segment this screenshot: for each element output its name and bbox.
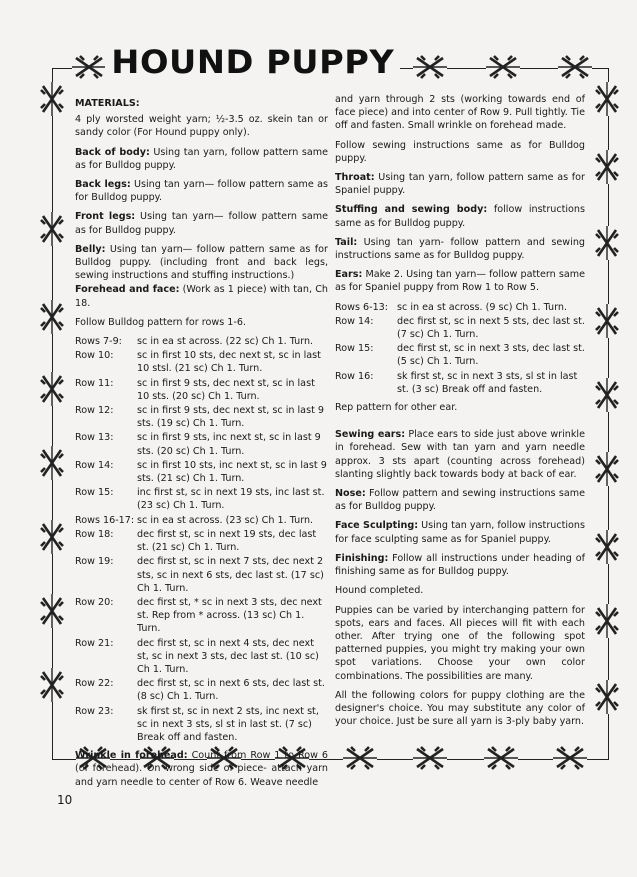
row-text: sk first st, sc in next 2 sts, inc next st, sc in next 3 sts, sl st in last st. (7 sc) Break off and fasten. <box>137 705 319 743</box>
forehead-label: Forehead and face: <box>75 284 180 296</box>
ears-paragraph <box>335 268 585 294</box>
row-label: Row 20: <box>75 596 114 608</box>
follow-sewing-text: Follow sewing instructions same as for Bulldog puppy. <box>335 139 585 164</box>
nose-label: Nose: <box>335 488 366 500</box>
nose-paragraph <box>335 487 585 513</box>
stitch-cross-icon <box>72 54 106 80</box>
wrinkle-text: Count from Row 1 to Row 6 (of forehead). On wrong side of piece- attach yarn and yarn needle to center of Row 6. Weave needle <box>75 750 328 788</box>
front-legs-label: Front legs: <box>75 211 136 223</box>
materials-text: 4 ply worsted weight yarn; ½-3.5 oz. skein tan or sandy color (For Hound puppy only). <box>75 114 328 139</box>
row-label: Row 23: <box>75 705 114 717</box>
stuffing-paragraph <box>335 203 585 229</box>
rep-text: Rep pattern for other ear. <box>335 402 458 414</box>
row-label: Row 13: <box>75 432 114 444</box>
instruction-row <box>75 486 328 512</box>
instruction-row <box>335 370 585 396</box>
row-text: sc in ea st across. (22 sc) Ch 1. Turn. <box>137 336 314 348</box>
stitch-cross-icon <box>39 82 65 116</box>
page-number: 10 <box>57 793 73 807</box>
tail-label: Tail: <box>335 236 358 248</box>
stitch-cross-icon <box>39 520 65 554</box>
stitch-cross-icon <box>594 226 620 260</box>
row-text: dec first st, sc in next 5 sts, dec last st. (7 sc) Ch 1. Turn. <box>397 315 585 341</box>
tail-text: Using tan yarn- follow pattern and sewing instructions same as for Bulldog puppy. <box>335 236 585 262</box>
row-text: sc in first 9 sts, inc next st, sc in last 9 sts. (20 sc) Ch 1. Turn. <box>137 432 321 457</box>
row-label: Rows 16-17: <box>75 514 135 526</box>
instruction-row <box>75 705 328 745</box>
stitch-cross-icon <box>594 680 620 714</box>
instruction-row <box>335 342 585 368</box>
stitch-cross-icon <box>413 745 447 771</box>
back-of-body-label: Back of body: <box>75 146 150 158</box>
row-text: dec first st, sc in next 7 sts, dec next 2 sts, sc in next 6 sts, dec last st. (17 sc) Ch 1. Turn. <box>137 556 324 594</box>
stitch-cross-icon <box>594 82 620 116</box>
instruction-row <box>75 596 328 636</box>
row-text: inc first st, sc in next 19 sts, inc last st. (23 sc) Ch 1. Turn. <box>137 487 325 512</box>
row-text: dec first st, sc in next 6 sts, dec last st. (8 sc) Ch 1. Turn. <box>137 678 325 703</box>
stitch-cross-icon <box>486 54 520 80</box>
instruction-row <box>75 404 328 430</box>
row-text: sc in first 10 sts, dec next st, sc in last 10 stsl. (21 sc) Ch 1. Turn. <box>137 350 321 375</box>
row-text: sc in ea st across. (23 sc) Ch 1. Turn. <box>137 514 314 526</box>
varied-text: Puppies can be varied by interchanging pattern for spots, ears and faces. All pieces will fit with each other. After trying one of the following spot patterned puppies, you might try making your own spot variations. Choose your own color combinations. The possibilities are many. <box>335 604 585 682</box>
left-column <box>75 97 328 795</box>
row-label: Row 10: <box>75 350 114 362</box>
stitch-cross-icon <box>343 745 377 771</box>
row-text: sc in first 10 sts, inc next st, sc in last 9 sts. (21 sc) Ch 1. Turn. <box>137 459 327 485</box>
sewing-ears-paragraph <box>335 428 585 481</box>
stitch-cross-icon <box>484 745 518 771</box>
instruction-row <box>75 677 328 703</box>
belly-label: Belly: <box>75 243 106 255</box>
instruction-row <box>75 377 328 403</box>
instruction-row <box>335 315 585 341</box>
ears-text: Make 2. Using tan yarn— follow pattern same as for Spaniel puppy from Row 1 to Row 5. <box>335 269 585 294</box>
ears-label: Ears: <box>335 269 363 281</box>
row-label: Rows 7-9: <box>75 336 122 348</box>
back-legs-text: Using tan yarn— follow pattern same as for Bulldog puppy. <box>75 179 328 204</box>
instruction-row <box>75 335 328 348</box>
nose-text: Follow pattern and sewing instructions same as for Bulldog puppy. <box>335 488 585 513</box>
row-label: Row 15: <box>335 343 374 355</box>
belly-paragraph <box>75 243 328 283</box>
row-text: sc in ea st across. (9 sc) Ch 1. Turn. <box>397 301 567 313</box>
row-label: Row 21: <box>75 637 114 649</box>
instruction-row <box>75 637 328 677</box>
row-label: Row 14: <box>75 459 114 471</box>
face-sculpting-text: Using tan yarn, follow instructions for face sculpting same as for Spaniel puppy. <box>335 520 585 545</box>
instruction-row <box>75 349 328 375</box>
stitch-cross-icon <box>39 594 65 628</box>
throat-paragraph <box>335 171 585 197</box>
instruction-row <box>75 431 328 457</box>
wrinkle-paragraph <box>75 749 328 789</box>
forehead-rows-list <box>75 335 328 744</box>
stitch-cross-icon <box>39 300 65 334</box>
sewing-ears-text: Place ears to side just above wrinkle in forehead. Sew with tan yarn and yarn needle approx. 3 sts apart (counting across forehead) slanting slightly back towards body at back of ear. <box>335 429 585 480</box>
instruction-row <box>75 514 328 527</box>
stitch-cross-icon <box>39 212 65 246</box>
stitch-cross-icon <box>553 745 587 771</box>
back-of-body-text: Using tan yarn, follow pattern same as for Bulldog puppy. <box>75 146 328 171</box>
stitch-cross-icon <box>594 378 620 412</box>
wrinkle-label: Wrinkle in forehead: <box>75 750 188 762</box>
row-text: sc in first 9 sts, dec next st, sc in last 10 sts. (20 sc) Ch 1. Turn. <box>137 377 315 402</box>
row-label: Row 16: <box>335 370 374 382</box>
forehead-paragraph <box>75 283 328 309</box>
row-label: Row 14: <box>335 315 374 327</box>
stitch-cross-icon <box>39 446 65 480</box>
stitch-cross-icon <box>39 372 65 406</box>
hound-completed-text: Hound completed. <box>335 585 424 597</box>
stitch-cross-icon <box>594 604 620 638</box>
tail-paragraph <box>335 236 585 262</box>
stitch-cross-icon <box>594 304 620 338</box>
row-label: Rows 6-13: <box>335 301 389 313</box>
row-label: Row 19: <box>75 556 114 568</box>
row-text: dec first st, sc in next 19 sts, dec last st. (21 sc) Ch 1. Turn. <box>137 528 317 554</box>
finishing-text: Follow all instructions under heading of finishing same as for Bulldog puppy. <box>335 552 585 578</box>
row-text: sc in first 9 sts, dec next st, sc in last 9 sts. (19 sc) Ch 1. Turn. <box>137 405 324 430</box>
face-sculpting-paragraph <box>335 519 585 545</box>
back-of-body-paragraph <box>75 146 328 172</box>
finishing-paragraph <box>335 552 585 578</box>
row-label: Row 11: <box>75 377 114 389</box>
front-legs-paragraph <box>75 210 328 236</box>
continued-text: and yarn through 2 sts (working towards end of face piece) and into center of Row 9. Pull tightly. Tie off and fasten. Small wrinkle on forehead made. <box>335 94 585 132</box>
throat-text: Using tan yarn, follow pattern same as for Spaniel puppy. <box>335 172 585 197</box>
finishing-label: Finishing: <box>335 552 389 564</box>
row-label: Row 22: <box>75 678 114 690</box>
back-legs-label: Back legs: <box>75 179 131 191</box>
stuffing-label: Stuffing and sewing body: <box>335 204 488 216</box>
row-label: Row 15: <box>75 487 114 499</box>
back-legs-paragraph <box>75 178 328 204</box>
instruction-row <box>335 301 585 314</box>
row-text: dec first st, * sc in next 3 sts, dec next st. Rep from * across. (13 sc) Ch 1. Turn. <box>137 596 322 635</box>
row-text: sk first st, sc in next 3 sts, sl st in last st. (3 sc) Break off and fasten. <box>397 370 578 395</box>
belly-text: Using tan yarn— follow pattern same as for Bulldog puppy. (including front and back legs, sewing instructions and stuffing instructions.) <box>75 243 328 282</box>
instruction-row <box>75 528 328 554</box>
row-label: Row 12: <box>75 405 114 417</box>
colors-text: All the following colors for puppy clothing are the designer's choice. You may substitute any color of your choice. Just be sure all yarn is 3-ply baby yarn. <box>335 689 585 728</box>
stuffing-text: follow instructions same as for Bulldog puppy. <box>335 204 585 229</box>
right-column <box>335 93 585 734</box>
ear-rows-list <box>335 301 585 396</box>
row-label: Row 18: <box>75 528 114 540</box>
stitch-cross-icon <box>594 530 620 564</box>
stitch-cross-icon <box>594 452 620 486</box>
stitch-cross-icon <box>594 150 620 184</box>
stitch-cross-icon <box>413 54 447 80</box>
row-text: dec first st, sc in next 3 sts, dec last st. (5 sc) Ch 1. Turn. <box>397 343 585 368</box>
materials-heading: MATERIALS: <box>75 98 140 109</box>
stitch-cross-icon <box>558 54 592 80</box>
row-text: dec first st, sc in next 4 sts, dec next st, sc in next 3 sts, dec last st. (10 sc) Ch 1. Turn. <box>137 637 319 675</box>
instruction-row <box>75 459 328 485</box>
throat-label: Throat: <box>335 172 375 184</box>
sewing-ears-label: Sewing ears: <box>335 429 406 441</box>
instruction-row <box>75 555 328 595</box>
forehead-text: (Work as 1 piece) with tan, Ch 18. <box>75 284 328 309</box>
face-sculpting-label: Face Sculpting: <box>335 520 419 532</box>
follow-text: Follow Bulldog pattern for rows 1-6. <box>75 316 246 328</box>
stitch-cross-icon <box>39 668 65 702</box>
front-legs-text: Using tan yarn— follow pattern same as for Bulldog puppy. <box>75 211 328 236</box>
page-title: HOUND PUPPY <box>105 40 401 84</box>
